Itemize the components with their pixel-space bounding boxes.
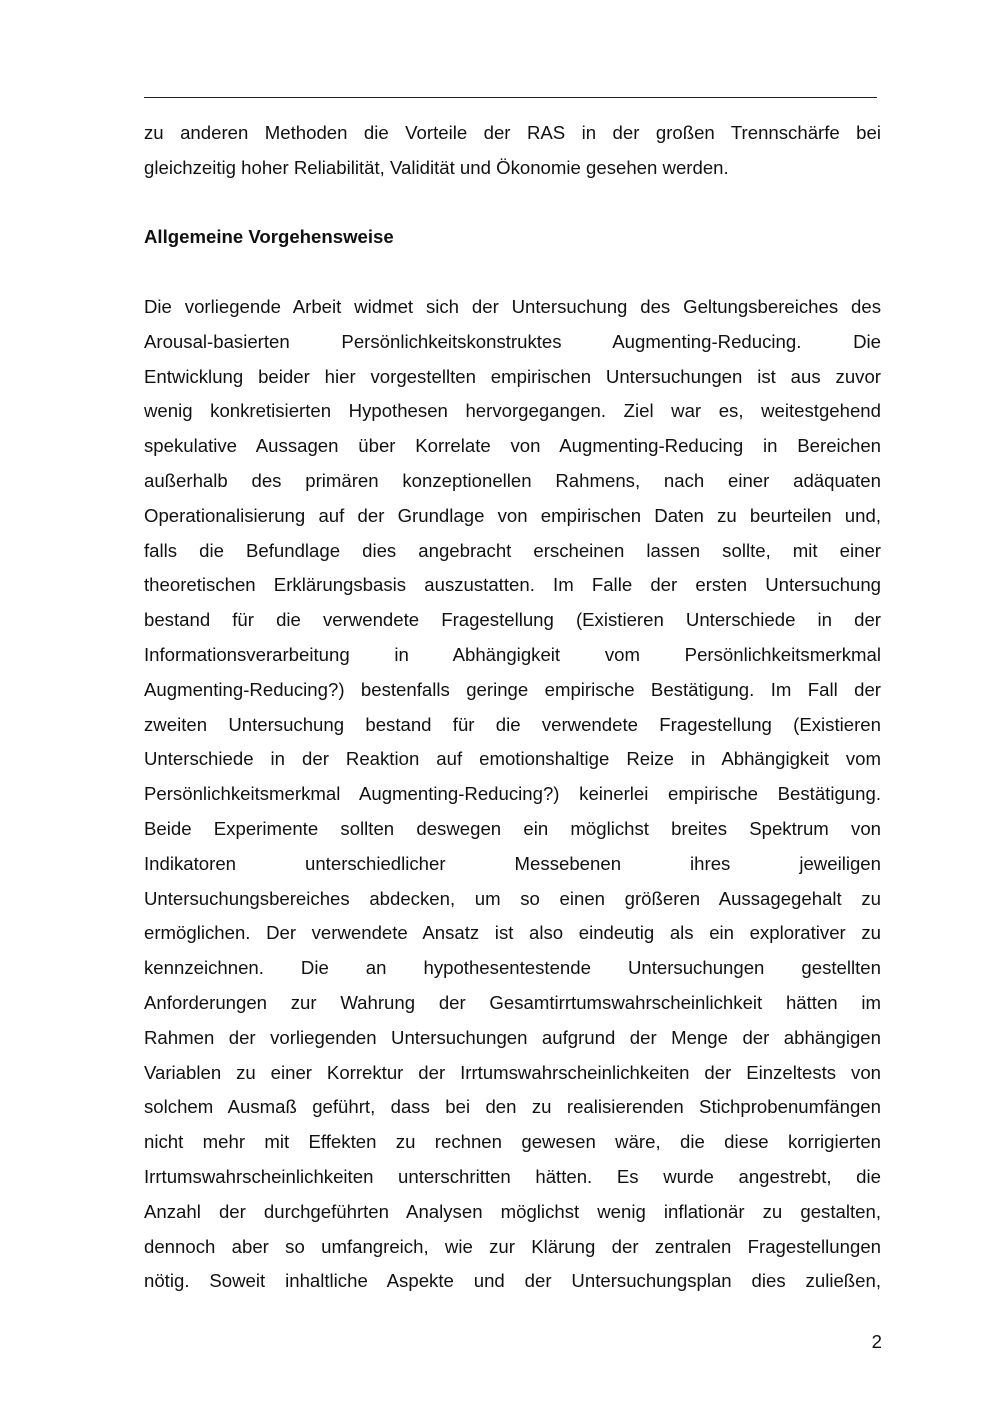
body-line: Anzahl der durchgeführten Analysen möglichst wenig inflationär zu gestalten,: [144, 1200, 881, 1222]
blank-line: [144, 255, 881, 290]
body-line: Augmenting-Reducing?) bestenfalls geringe empirische Bestätigung. Im Fall der: [144, 678, 881, 700]
page-number: 2: [871, 1331, 882, 1352]
body-line: Informationsverarbeitung in Abhängigkeit vom Persönlichkeitsmerkmal: [144, 643, 881, 665]
body-line: außerhalb des primären konzeptionellen Rahmens, nach einer adäquaten: [144, 469, 881, 491]
intro-line: gleichzeitig hoher Reliabilität, Validität und Ökonomie gesehen werden.: [144, 156, 729, 178]
body-line: Arousal-basierten Persönlichkeitskonstruktes Augmenting-Reducing. Die: [144, 330, 881, 352]
blank-line: [144, 186, 881, 221]
body-line: bestand für die verwendete Fragestellung (Existieren Unterschiede in der: [144, 609, 881, 631]
body-line: Indikatoren unterschiedlicher Messebenen ihres jeweiligen: [144, 852, 881, 874]
body-line: nötig. Soweit inhaltliche Aspekte und der Untersuchungsplan dies zuließen,: [144, 1270, 881, 1292]
body-line: Unterschiede in der Reaktion auf emotionshaltige Reize in Abhängigkeit vom: [144, 748, 881, 770]
section-heading: Allgemeine Vorgehensweise: [144, 226, 394, 248]
text-block: [144, 116, 881, 1299]
body-line: Anforderungen zur Wahrung der Gesamtirrtumswahrscheinlichkeit hätten im: [144, 991, 881, 1013]
body-line: Beide Experimente sollten deswegen ein möglichst breites Spektrum von: [144, 817, 881, 839]
header-rule: [144, 97, 877, 98]
body-line: Rahmen der vorliegenden Untersuchungen aufgrund der Menge der abhängigen: [144, 1026, 881, 1048]
body-line: ermöglichen. Der verwendete Ansatz ist also eindeutig als ein explorativer zu: [144, 922, 881, 944]
body-line: wenig konkretisierten Hypothesen hervorgegangen. Ziel war es, weitestgehend: [144, 400, 881, 422]
body-line: theoretischen Erklärungsbasis auszustatten. Im Falle der ersten Untersuchung: [144, 574, 881, 596]
body-line: Variablen zu einer Korrektur der Irrtumswahrscheinlichkeiten der Einzeltests von: [144, 1061, 881, 1083]
body-line: Operationalisierung auf der Grundlage von empirischen Daten zu beurteilen und,: [144, 504, 881, 526]
body-line: Untersuchungsbereiches abdecken, um so einen größeren Aussagegehalt zu: [144, 887, 881, 909]
body-line: zweiten Untersuchung bestand für die verwendete Fragestellung (Existieren: [144, 713, 881, 735]
body-line: kennzeichnen. Die an hypothesentestende Untersuchungen gestellten: [144, 957, 881, 979]
body-line: falls die Befundlage dies angebracht erscheinen lassen sollte, mit einer: [144, 539, 881, 561]
body-line: Entwicklung beider hier vorgestellten empirischen Untersuchungen ist aus zuvor: [144, 365, 881, 387]
body-line: dennoch aber so umfangreich, wie zur Klärung der zentralen Fragestellungen: [144, 1235, 881, 1257]
body-line: Die vorliegende Arbeit widmet sich der Untersuchung des Geltungsbereiches des: [144, 295, 881, 317]
body-line: nicht mehr mit Effekten zu rechnen gewesen wäre, die diese korrigierten: [144, 1131, 881, 1153]
body-line: Irrtumswahrscheinlichkeiten unterschritten hätten. Es wurde angestrebt, die: [144, 1165, 881, 1187]
body-line: Persönlichkeitsmerkmal Augmenting-Reducing?) keinerlei empirische Bestätigung.: [144, 783, 881, 805]
body-line: spekulative Aussagen über Korrelate von Augmenting-Reducing in Bereichen: [144, 435, 881, 457]
intro-line: zu anderen Methoden die Vorteile der RAS in der großen Trennschärfe bei: [144, 122, 881, 143]
body-line: solchem Ausmaß geführt, dass bei den zu realisierenden Stichprobenumfängen: [144, 1096, 881, 1118]
